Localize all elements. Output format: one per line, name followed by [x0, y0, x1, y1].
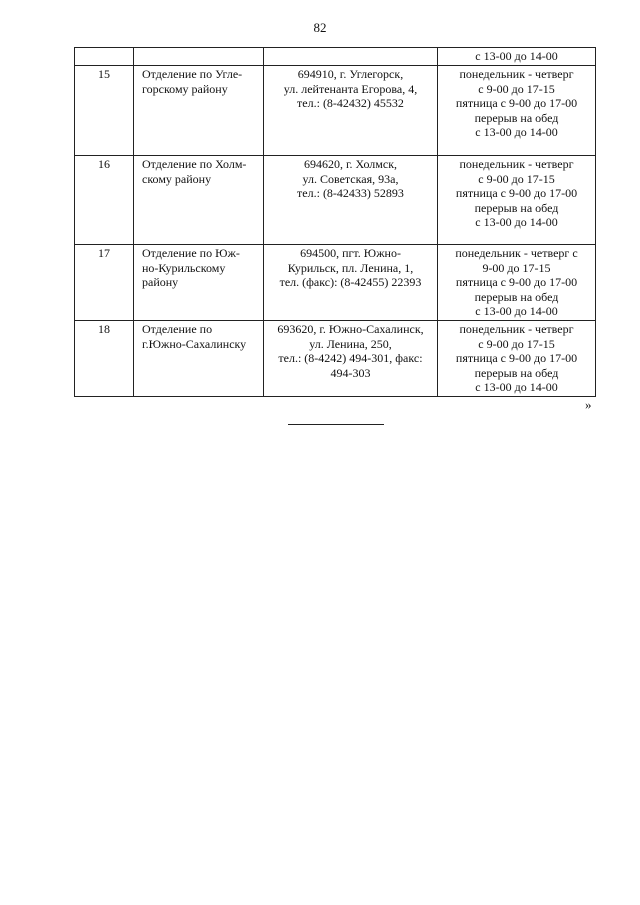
hours-line: с 9-00 до 17-15 [478, 171, 555, 186]
address-line: 693620, г. Южно-Сахалинск, [277, 322, 424, 336]
cell-name [134, 321, 264, 397]
closing-quote: » [585, 397, 592, 412]
name-line: горскому району [142, 81, 228, 96]
address-line: ул. лейтенанта Егорова, 4, [283, 81, 418, 96]
hours-line: понедельник - четверг с [455, 246, 578, 260]
hours-line: пятница с 9-00 до 17-00 [455, 351, 578, 365]
cell-address [264, 48, 438, 66]
cell-address [264, 156, 438, 245]
hours-line: пятница с 9-00 до 17-00 [455, 186, 578, 200]
cell-hours [438, 48, 596, 66]
name-line: г.Южно-Сахалинску [142, 336, 247, 351]
address-line: тел. (факс): (8-42455) 22393 [279, 275, 422, 289]
address-line: Курильск, пл. Ленина, 1, [287, 260, 414, 275]
cell-num: 15 [75, 66, 134, 156]
cell-hours [438, 321, 596, 397]
table-row [75, 66, 596, 156]
cell-hours [438, 66, 596, 156]
cell-address [264, 66, 438, 156]
hours-line: понедельник - четверг [459, 157, 574, 171]
table-row-continuation [75, 48, 596, 66]
name-line: Отделение по [142, 322, 213, 336]
address-line: 494-303 [330, 365, 371, 380]
cell-num: 16 [75, 156, 134, 245]
hours-line: с 13-00 до 14-00 [475, 125, 558, 139]
address-line: 694500, пгт. Южно- [300, 246, 401, 260]
cell-hours [438, 156, 596, 245]
name-line: Отделение по Угле- [142, 67, 243, 81]
address-line: 694910, г. Углегорск, [297, 67, 404, 81]
offices-table [74, 47, 596, 397]
hours-line: с 13-00 до 14-00 [475, 304, 558, 318]
name-line: Отделение по Холм- [142, 157, 247, 171]
name-line: но-Курильскому [142, 260, 226, 275]
cell-num: 17 [75, 245, 134, 321]
hours-line: с 13-00 до 14-00 [475, 215, 558, 229]
name-line: району [142, 275, 179, 289]
hours-line: понедельник - четверг [459, 67, 574, 81]
page-number: 82 [313, 20, 327, 35]
cell-address [264, 245, 438, 321]
hours-line: с 9-00 до 17-15 [478, 336, 555, 351]
cell-address [264, 321, 438, 397]
address-line: ул. Советская, 93а, [302, 171, 399, 186]
address-line: тел.: (8-42433) 52893 [297, 186, 404, 200]
cell-name [134, 48, 264, 66]
end-of-document-rule [288, 424, 384, 425]
cell-name [134, 245, 264, 321]
address-line: тел.: (8-42432) 45532 [297, 96, 404, 110]
hours-line: перерыв на обед [474, 110, 559, 125]
table-row [75, 245, 596, 321]
address-line: ул. Ленина, 250, [309, 336, 392, 351]
hours-line: перерыв на обед [474, 365, 559, 380]
name-line: скому району [142, 171, 212, 186]
cell-num [75, 48, 134, 66]
cell-name [134, 66, 264, 156]
address-line: 694620, г. Холмск, [303, 157, 398, 171]
hours-line: перерыв на обед [474, 289, 559, 304]
address-line: тел.: (8-4242) 494-301, факс: [278, 351, 423, 365]
hours-line: пятница с 9-00 до 17-00 [455, 96, 578, 110]
table-row [75, 321, 596, 397]
hours-line: с 9-00 до 17-15 [478, 81, 555, 96]
hours-line: понедельник - четверг [459, 322, 574, 336]
cell-hours [438, 245, 596, 321]
hours-line: с 13-00 до 14-00 [475, 49, 558, 63]
hours-line: 9-00 до 17-15 [482, 260, 551, 275]
name-line: Отделение по Юж- [142, 246, 240, 260]
hours-line: перерыв на обед [474, 200, 559, 215]
cell-num: 18 [75, 321, 134, 397]
table-row [75, 156, 596, 245]
hours-line: пятница с 9-00 до 17-00 [455, 275, 578, 289]
cell-name [134, 156, 264, 245]
hours-line: с 13-00 до 14-00 [475, 380, 558, 394]
